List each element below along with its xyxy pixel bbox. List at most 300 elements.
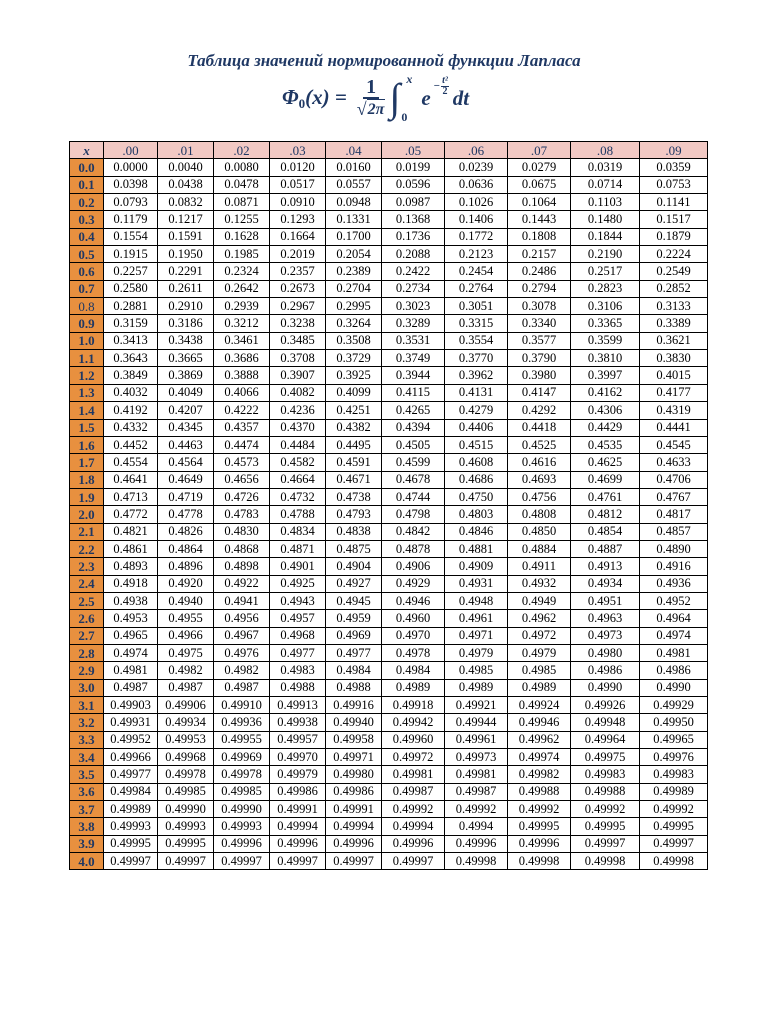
- table-cell: 0.0557: [326, 176, 382, 193]
- table-cell: 0.4906: [382, 558, 445, 575]
- table-cell: 0.49997: [270, 853, 326, 870]
- table-cell: 0.4656: [214, 471, 270, 488]
- table-cell: 0.4177: [640, 384, 708, 401]
- table-cell: 0.49996: [445, 835, 508, 852]
- table-cell: 0.0438: [158, 176, 214, 193]
- table-cell: 0.49983: [571, 766, 640, 783]
- row-header: 1.2: [70, 367, 104, 384]
- table-cell: 0.4986: [640, 662, 708, 679]
- table-cell: 0.4916: [640, 558, 708, 575]
- table-cell: 0.4744: [382, 488, 445, 505]
- table-cell: 0.4901: [270, 558, 326, 575]
- table-cell: 0.4808: [508, 506, 571, 523]
- table-cell: 0.49995: [158, 835, 214, 852]
- table-cell: 0.3621: [640, 332, 708, 349]
- table-cell: 0.3907: [270, 367, 326, 384]
- table-cell: 0.3315: [445, 315, 508, 332]
- table-cell: 0.49989: [640, 783, 708, 800]
- table-cell: 0.3849: [104, 367, 158, 384]
- table-cell: 0.4671: [326, 471, 382, 488]
- table-cell: 0.4778: [158, 506, 214, 523]
- table-cell: 0.3212: [214, 315, 270, 332]
- table-cell: 0.4319: [640, 402, 708, 419]
- table-cell: 0.49971: [326, 749, 382, 766]
- table-cell: 0.49991: [270, 801, 326, 818]
- row-header: 1.9: [70, 488, 104, 505]
- row-header: 0.8: [70, 298, 104, 315]
- table-row: [70, 332, 708, 349]
- row-header: 1.4: [70, 402, 104, 419]
- table-cell: 0.4981: [640, 644, 708, 661]
- table-cell: 0.1700: [326, 228, 382, 245]
- table-cell: 0.0517: [270, 176, 326, 193]
- table-row: [70, 818, 708, 835]
- table-cell: 0.49980: [326, 766, 382, 783]
- table-cell: 0.1255: [214, 211, 270, 228]
- table-cell: 0.49995: [640, 818, 708, 835]
- row-header: 3.9: [70, 835, 104, 852]
- table-cell: 0.4732: [270, 488, 326, 505]
- table-row: [70, 592, 708, 609]
- table-cell: 0.49981: [382, 766, 445, 783]
- table-cell: 0.4772: [104, 506, 158, 523]
- table-cell: 0.49913: [270, 697, 326, 714]
- formula-phi: Φ: [282, 84, 299, 109]
- table-cell: 0.4222: [214, 402, 270, 419]
- table-cell: 0.4962: [508, 610, 571, 627]
- table-cell: 0.3729: [326, 350, 382, 367]
- table-cell: 0.1443: [508, 211, 571, 228]
- table-cell: 0.49987: [382, 783, 445, 800]
- table-cell: 0.49986: [326, 783, 382, 800]
- table-cell: 0.4976: [214, 644, 270, 661]
- table-cell: 0.4932: [508, 575, 571, 592]
- table-cell: 0.4429: [571, 419, 640, 436]
- table-cell: 0.49962: [508, 731, 571, 748]
- table-cell: 0.4474: [214, 436, 270, 453]
- table-cell: 0.49942: [382, 714, 445, 731]
- table-row: [70, 540, 708, 557]
- table-row: [70, 263, 708, 280]
- corner-header: x: [70, 142, 104, 159]
- table-cell: 0.49992: [640, 801, 708, 818]
- table-cell: 0.0000: [104, 159, 158, 176]
- table-cell: 0.4981: [104, 662, 158, 679]
- table-cell: 0.4525: [508, 436, 571, 453]
- table-cell: 0.0080: [214, 159, 270, 176]
- table-cell: 0.49994: [270, 818, 326, 835]
- row-header: 0.3: [70, 211, 104, 228]
- row-header: 0.9: [70, 315, 104, 332]
- formula-arg: (x) =: [305, 84, 347, 109]
- table-cell: 0.49996: [214, 835, 270, 852]
- table-row: [70, 471, 708, 488]
- table-cell: 0.1950: [158, 246, 214, 263]
- table-cell: 0.49931: [104, 714, 158, 731]
- table-cell: 0.4990: [640, 679, 708, 696]
- table-cell: 0.4032: [104, 384, 158, 401]
- table-cell: 0.3485: [270, 332, 326, 349]
- table-cell: 0.4970: [382, 627, 445, 644]
- table-cell: 0.49981: [445, 766, 508, 783]
- table-cell: 0.3686: [214, 350, 270, 367]
- table-cell: 0.49997: [640, 835, 708, 852]
- table-row: [70, 766, 708, 783]
- row-header: 3.1: [70, 697, 104, 714]
- table-cell: 0.4984: [326, 662, 382, 679]
- table-cell: 0.4945: [326, 592, 382, 609]
- table-cell: 0.4913: [571, 558, 640, 575]
- table-cell: 0.49992: [445, 801, 508, 818]
- table-cell: 0.0987: [382, 194, 445, 211]
- table-cell: 0.4955: [158, 610, 214, 627]
- table-row: [70, 783, 708, 800]
- table-cell: 0.2673: [270, 280, 326, 297]
- table-cell: 0.4985: [508, 662, 571, 679]
- table-cell: 0.3997: [571, 367, 640, 384]
- table-cell: 0.2291: [158, 263, 214, 280]
- table-cell: 0.4911: [508, 558, 571, 575]
- table-row: [70, 436, 708, 453]
- table-cell: 0.0636: [445, 176, 508, 193]
- table-cell: 0.4265: [382, 402, 445, 419]
- table-row: [70, 662, 708, 679]
- table-cell: 0.4943: [270, 592, 326, 609]
- table-cell: 0.4918: [104, 575, 158, 592]
- table-cell: 0.4969: [326, 627, 382, 644]
- table-cell: 0.49929: [640, 697, 708, 714]
- table-cell: 0.4505: [382, 436, 445, 453]
- table-cell: 0.4251: [326, 402, 382, 419]
- table-cell: 0.4927: [326, 575, 382, 592]
- table-cell: 0.4049: [158, 384, 214, 401]
- table-cell: 0.4015: [640, 367, 708, 384]
- table-cell: 0.49990: [214, 801, 270, 818]
- table-cell: 0.4099: [326, 384, 382, 401]
- table-cell: 0.2257: [104, 263, 158, 280]
- table-cell: 0.3508: [326, 332, 382, 349]
- table-cell: 0.1664: [270, 228, 326, 245]
- table-cell: 0.1179: [104, 211, 158, 228]
- table-cell: 0.4495: [326, 436, 382, 453]
- table-cell: 0.49921: [445, 697, 508, 714]
- table-cell: 0.4664: [270, 471, 326, 488]
- table-cell: 0.2881: [104, 298, 158, 315]
- table-cell: 0.4978: [382, 644, 445, 661]
- table-cell: 0.4850: [508, 523, 571, 540]
- table-cell: 0.4952: [640, 592, 708, 609]
- table-cell: 0.2823: [571, 280, 640, 297]
- table-cell: 0.49969: [214, 749, 270, 766]
- exponent-fraction: [441, 76, 449, 97]
- table-cell: 0.4394: [382, 419, 445, 436]
- integral: [389, 73, 411, 123]
- table-cell: 0.4893: [104, 558, 158, 575]
- table-row: [70, 315, 708, 332]
- table-row: [70, 159, 708, 176]
- table-row: [70, 835, 708, 852]
- table-row: [70, 679, 708, 696]
- table-cell: 0.49965: [640, 731, 708, 748]
- table-cell: 0.4936: [640, 575, 708, 592]
- table-cell: 0.4977: [326, 644, 382, 661]
- table-cell: 0.49997: [382, 853, 445, 870]
- table-row: [70, 454, 708, 471]
- table-row: [70, 801, 708, 818]
- table-row: [70, 506, 708, 523]
- table-cell: 0.49978: [158, 766, 214, 783]
- table-cell: 0.2995: [326, 298, 382, 315]
- table-cell: 0.4842: [382, 523, 445, 540]
- table-cell: 0.49987: [445, 783, 508, 800]
- table-cell: 0.49989: [104, 801, 158, 818]
- table-cell: 0.4846: [445, 523, 508, 540]
- table-cell: 0.4345: [158, 419, 214, 436]
- table-row: [70, 749, 708, 766]
- table-cell: 0.3289: [382, 315, 445, 332]
- table-cell: 0.4898: [214, 558, 270, 575]
- row-header: 0.5: [70, 246, 104, 263]
- col-header: .01: [158, 142, 214, 159]
- row-header: 2.6: [70, 610, 104, 627]
- table-cell: 0.49934: [158, 714, 214, 731]
- table-cell: 0.3461: [214, 332, 270, 349]
- table-cell: 0.4925: [270, 575, 326, 592]
- table-cell: 0.2054: [326, 246, 382, 263]
- table-cell: 0.1591: [158, 228, 214, 245]
- table-cell: 0.3790: [508, 350, 571, 367]
- exponent-sign: −: [433, 80, 441, 92]
- integral-sign: ∫: [389, 75, 401, 120]
- table-cell: 0.0948: [326, 194, 382, 211]
- table-cell: 0.4767: [640, 488, 708, 505]
- table-cell: 0.4406: [445, 419, 508, 436]
- table-cell: 0.49926: [571, 697, 640, 714]
- table-cell: 0.4984: [382, 662, 445, 679]
- table-cell: 0.0120: [270, 159, 326, 176]
- formula-fraction: [357, 77, 386, 120]
- table-cell: 0.4441: [640, 419, 708, 436]
- table-cell: 0.1517: [640, 211, 708, 228]
- table-row: [70, 194, 708, 211]
- table-cell: 0.49995: [571, 818, 640, 835]
- table-cell: 0.1217: [158, 211, 214, 228]
- table-cell: 0.4987: [214, 679, 270, 696]
- table-cell: 0.4608: [445, 454, 508, 471]
- table-cell: 0.4066: [214, 384, 270, 401]
- table-cell: 0.2324: [214, 263, 270, 280]
- row-header: 3.4: [70, 749, 104, 766]
- table-cell: 0.4988: [270, 679, 326, 696]
- table-cell: 0.4793: [326, 506, 382, 523]
- table-cell: 0.49997: [214, 853, 270, 870]
- table-cell: 0.4306: [571, 402, 640, 419]
- formula-base: e: [421, 85, 431, 110]
- row-header: 3.7: [70, 801, 104, 818]
- table-cell: 0.4678: [382, 471, 445, 488]
- table-cell: 0.4974: [640, 627, 708, 644]
- table-cell: 0.49985: [158, 783, 214, 800]
- table-cell: 0.49988: [571, 783, 640, 800]
- table-cell: 0.2704: [326, 280, 382, 297]
- table-cell: 0.49952: [104, 731, 158, 748]
- table-cell: 0.49995: [104, 835, 158, 852]
- table-cell: 0.2088: [382, 246, 445, 263]
- table-cell: 0.4554: [104, 454, 158, 471]
- table-row: [70, 350, 708, 367]
- table-cell: 0.49916: [326, 697, 382, 714]
- table-cell: 0.49997: [158, 853, 214, 870]
- table-cell: 0.49953: [158, 731, 214, 748]
- table-cell: 0.3264: [326, 315, 382, 332]
- table-cell: 0.3925: [326, 367, 382, 384]
- table-cell: 0.4986: [571, 662, 640, 679]
- table-cell: 0.2190: [571, 246, 640, 263]
- table-cell: 0.4788: [270, 506, 326, 523]
- table-cell: 0.4904: [326, 558, 382, 575]
- table-cell: 0.49955: [214, 731, 270, 748]
- table-cell: 0.49957: [270, 731, 326, 748]
- table-cell: 0.49978: [214, 766, 270, 783]
- table-cell: 0.4834: [270, 523, 326, 540]
- table-cell: 0.4938: [104, 592, 158, 609]
- table-cell: 0.3159: [104, 315, 158, 332]
- table-cell: 0.4693: [508, 471, 571, 488]
- table-cell: 0.4868: [214, 540, 270, 557]
- table-cell: 0.49976: [640, 749, 708, 766]
- table-cell: 0.49977: [104, 766, 158, 783]
- table-cell: 0.49996: [382, 835, 445, 852]
- table-header-row: [70, 142, 708, 159]
- table-cell: 0.2357: [270, 263, 326, 280]
- row-header: 2.2: [70, 540, 104, 557]
- table-cell: 0.4875: [326, 540, 382, 557]
- table-cell: 0.4115: [382, 384, 445, 401]
- row-header: 3.5: [70, 766, 104, 783]
- table-cell: 0.49972: [382, 749, 445, 766]
- table-cell: 0.4738: [326, 488, 382, 505]
- table-cell: 0.4973: [571, 627, 640, 644]
- table-cell: 0.49973: [445, 749, 508, 766]
- table-cell: 0.49990: [158, 801, 214, 818]
- table-cell: 0.4982: [214, 662, 270, 679]
- row-header: 1.5: [70, 419, 104, 436]
- table-cell: 0.4750: [445, 488, 508, 505]
- table-cell: 0.3888: [214, 367, 270, 384]
- table-cell: 0.4599: [382, 454, 445, 471]
- table-row: [70, 627, 708, 644]
- table-cell: 0.4890: [640, 540, 708, 557]
- row-header: 1.3: [70, 384, 104, 401]
- table-cell: 0.4864: [158, 540, 214, 557]
- table-row: [70, 853, 708, 870]
- table-cell: 0.4994: [445, 818, 508, 835]
- table-cell: 0.49991: [326, 801, 382, 818]
- table-cell: 0.4941: [214, 592, 270, 609]
- table-cell: 0.49996: [326, 835, 382, 852]
- row-header: 0.4: [70, 228, 104, 245]
- table-cell: 0.1844: [571, 228, 640, 245]
- row-header: 4.0: [70, 853, 104, 870]
- table-cell: 0.4979: [508, 644, 571, 661]
- table-cell: 0.3078: [508, 298, 571, 315]
- table-cell: 0.4964: [640, 610, 708, 627]
- table-cell: 0.1554: [104, 228, 158, 245]
- row-header: 2.0: [70, 506, 104, 523]
- row-header: 3.8: [70, 818, 104, 835]
- table-cell: 0.49944: [445, 714, 508, 731]
- table-cell: 0.4959: [326, 610, 382, 627]
- table-cell: 0.4857: [640, 523, 708, 540]
- table-cell: 0.3531: [382, 332, 445, 349]
- table-cell: 0.4812: [571, 506, 640, 523]
- table-cell: 0.49994: [382, 818, 445, 835]
- formula-lhs: [282, 85, 347, 112]
- table-cell: 0.49993: [104, 818, 158, 835]
- table-cell: 0.4977: [270, 644, 326, 661]
- table-cell: 0.1406: [445, 211, 508, 228]
- table-cell: 0.49996: [508, 835, 571, 852]
- table-cell: 0.4641: [104, 471, 158, 488]
- table-cell: 0.3023: [382, 298, 445, 315]
- table-cell: 0.3238: [270, 315, 326, 332]
- row-header: 2.3: [70, 558, 104, 575]
- row-header: 1.1: [70, 350, 104, 367]
- table-row: [70, 211, 708, 228]
- row-header: 2.7: [70, 627, 104, 644]
- table-cell: 0.49960: [382, 731, 445, 748]
- table-cell: 0.49997: [326, 853, 382, 870]
- col-header: .03: [270, 142, 326, 159]
- table-cell: 0.4706: [640, 471, 708, 488]
- row-header: 3.2: [70, 714, 104, 731]
- table-row: [70, 575, 708, 592]
- table-cell: 0.4452: [104, 436, 158, 453]
- col-header: .04: [326, 142, 382, 159]
- table-cell: 0.49975: [571, 749, 640, 766]
- table-cell: 0.4515: [445, 436, 508, 453]
- row-header: 1.8: [70, 471, 104, 488]
- table-cell: 0.4817: [640, 506, 708, 523]
- table-cell: 0.4989: [445, 679, 508, 696]
- table-cell: 0.49998: [445, 853, 508, 870]
- row-header: 0.6: [70, 263, 104, 280]
- table-row: [70, 298, 708, 315]
- col-header: .05: [382, 142, 445, 159]
- col-header: .00: [104, 142, 158, 159]
- table-cell: 0.4878: [382, 540, 445, 557]
- table-row: [70, 523, 708, 540]
- table-cell: 0.3749: [382, 350, 445, 367]
- table-cell: 0.3051: [445, 298, 508, 315]
- table-cell: 0.4967: [214, 627, 270, 644]
- table-cell: 0.4236: [270, 402, 326, 419]
- table-cell: 0.4946: [382, 592, 445, 609]
- table-cell: 0.0675: [508, 176, 571, 193]
- table-cell: 0.1772: [445, 228, 508, 245]
- table-cell: 0.4989: [508, 679, 571, 696]
- table-cell: 0.0793: [104, 194, 158, 211]
- table-cell: 0.3133: [640, 298, 708, 315]
- table-row: [70, 246, 708, 263]
- table-cell: 0.4545: [640, 436, 708, 453]
- table-cell: 0.49946: [508, 714, 571, 731]
- table-cell: 0.4649: [158, 471, 214, 488]
- table-cell: 0.4966: [158, 627, 214, 644]
- table-cell: 0.0319: [571, 159, 640, 176]
- table-cell: 0.1293: [270, 211, 326, 228]
- table-cell: 0.3944: [382, 367, 445, 384]
